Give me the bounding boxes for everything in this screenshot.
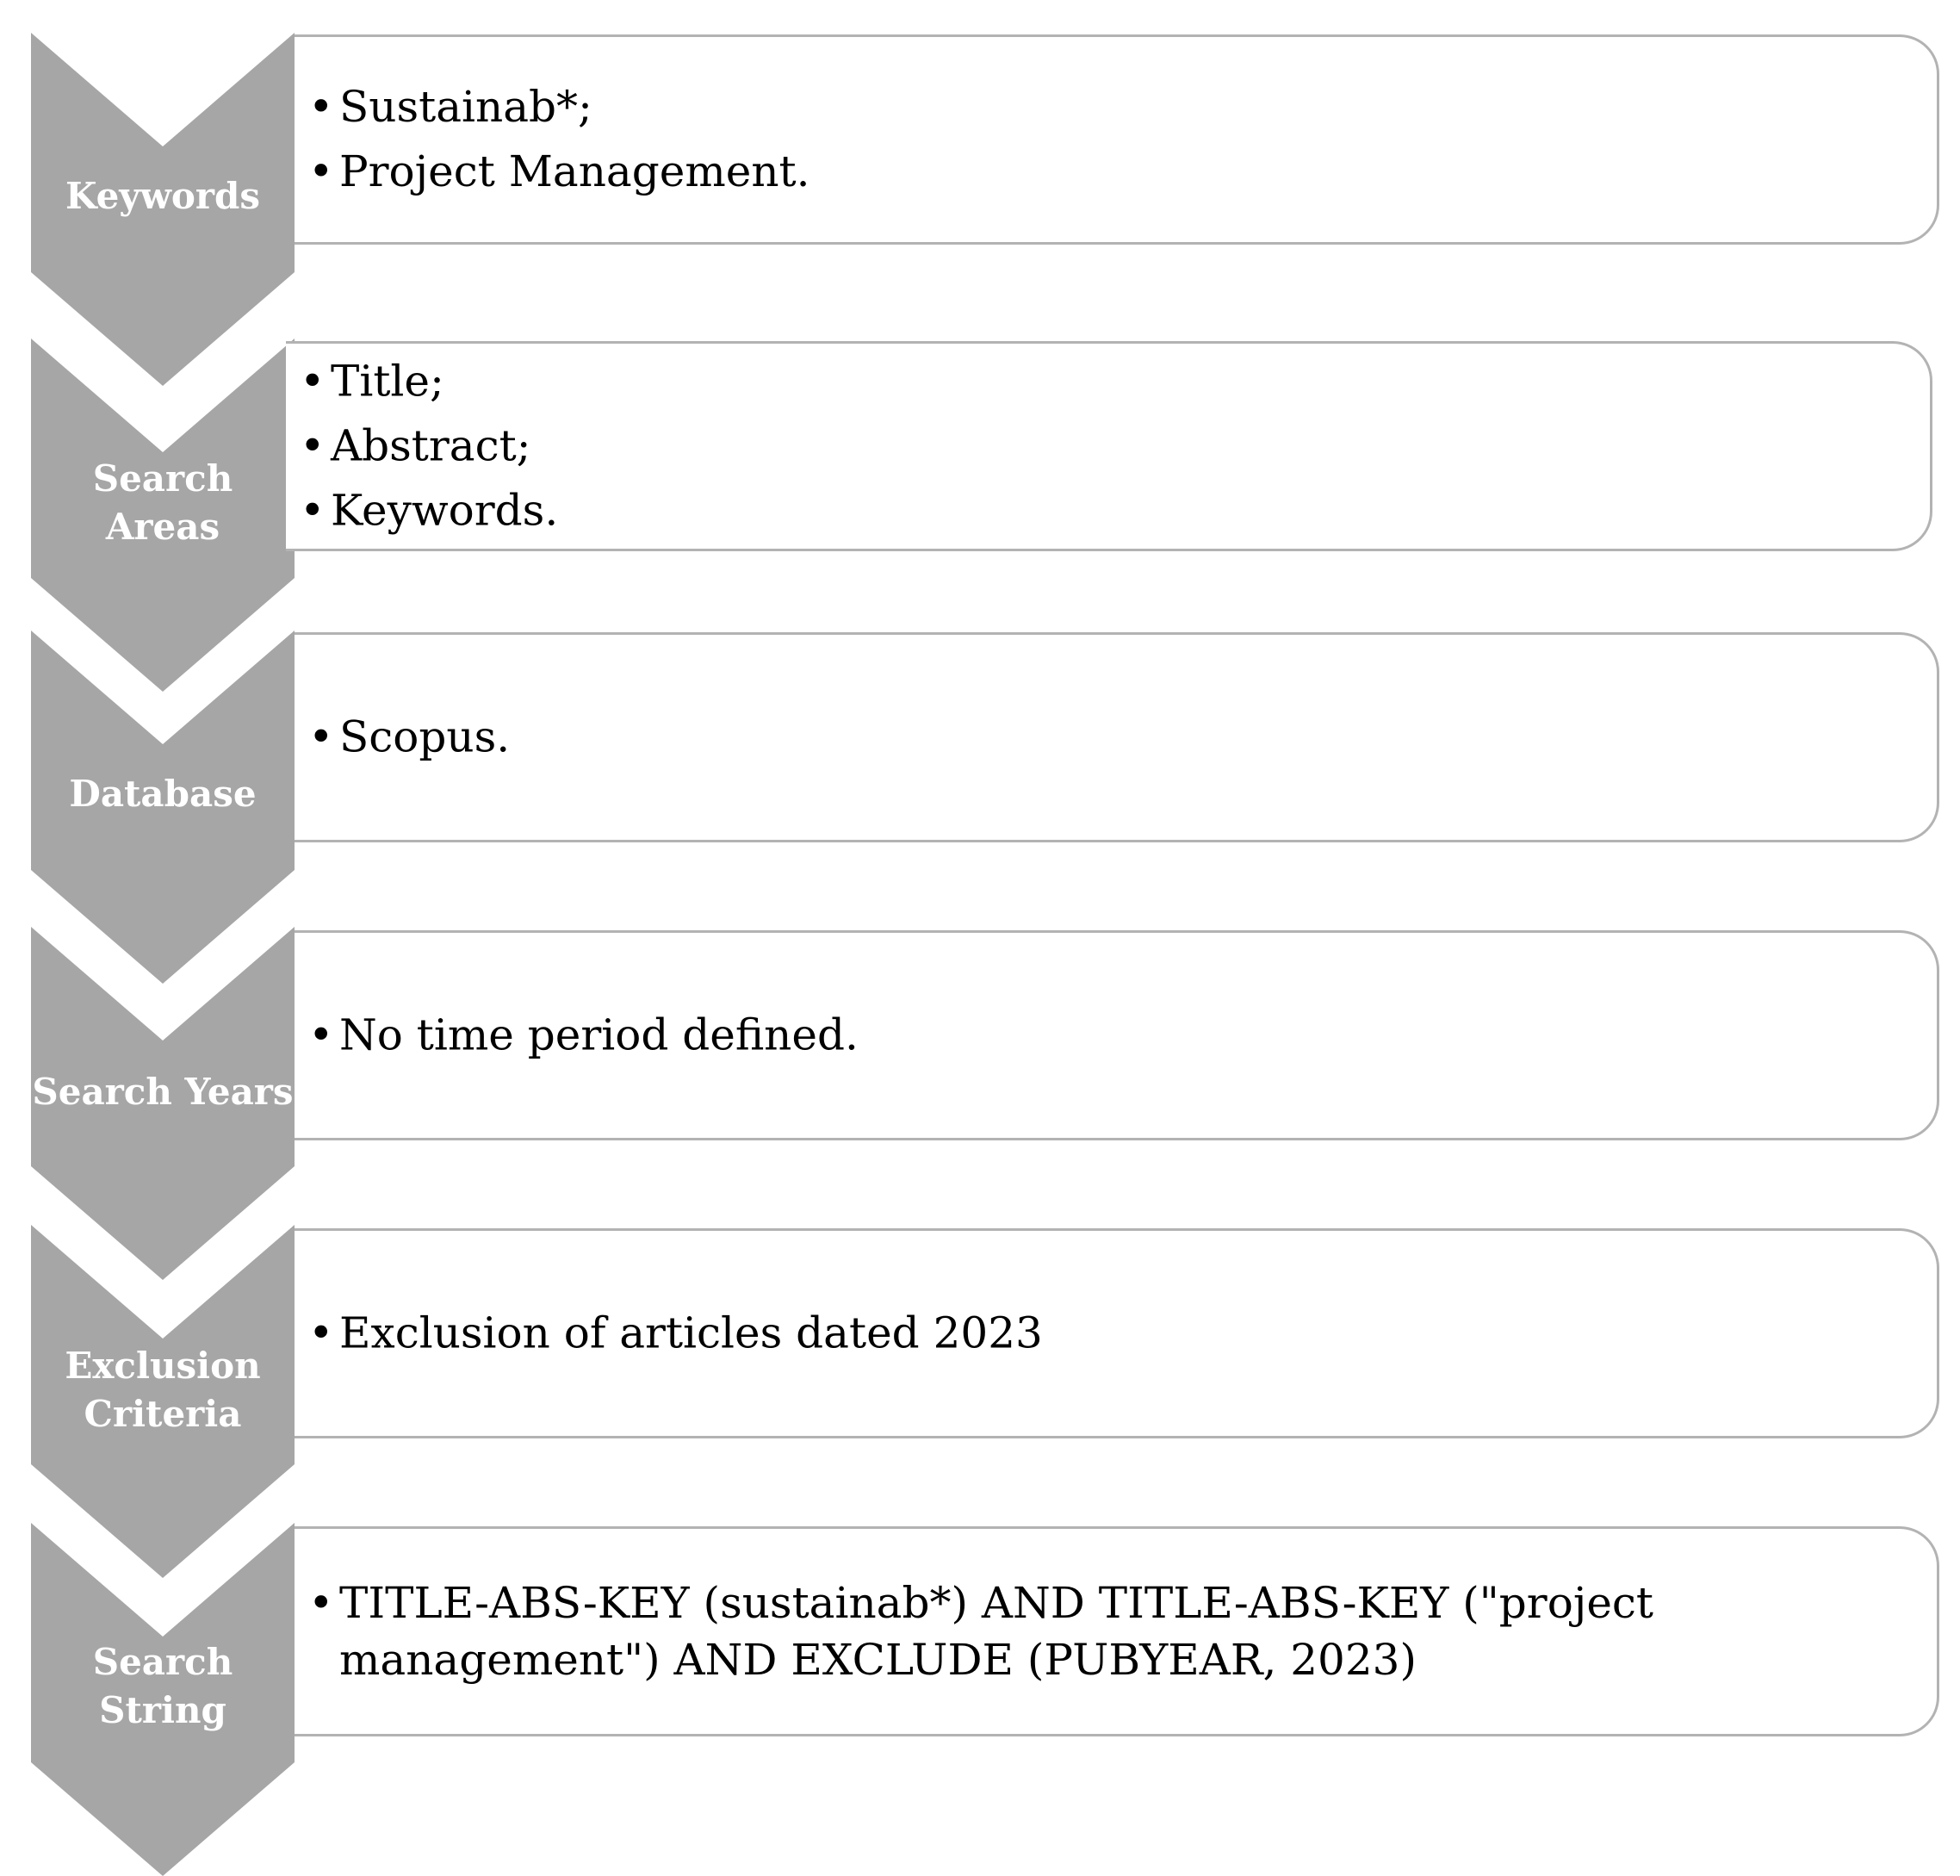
step-content-box [295, 34, 1939, 245]
bullet-icon: • [308, 146, 334, 196]
step-item-list [308, 1301, 1885, 1366]
bullet-icon: • [300, 420, 326, 471]
step-item [300, 414, 1878, 479]
step-item [308, 1003, 1885, 1068]
step-item [308, 705, 1885, 770]
bullet-icon: • [300, 356, 326, 407]
step-content-box [286, 341, 1932, 551]
step-item-list [308, 705, 1885, 770]
step-label: Exclusion Criteria [65, 1345, 261, 1435]
bullet-icon: • [300, 485, 326, 536]
step-item-text: Project Management. [339, 146, 810, 196]
step-label: Keywords [65, 175, 261, 217]
step-label: Search Areas [92, 457, 233, 548]
step-item-list [300, 350, 1878, 544]
step-item-list [308, 1003, 1885, 1068]
step-item [308, 1575, 1885, 1688]
step-content-box [295, 632, 1939, 842]
step-item [300, 479, 1878, 544]
step-label: Search String [92, 1641, 233, 1731]
step-item-text: Abstract; [331, 420, 531, 471]
step-item-text: Title; [331, 356, 444, 407]
bullet-icon: • [308, 1578, 334, 1628]
step-content-box [295, 1228, 1939, 1438]
step-item-text: Sustainab*; [339, 82, 592, 132]
step-item [308, 140, 1885, 204]
step-item-text: Scopus. [339, 711, 511, 762]
step-item-list [308, 75, 1885, 204]
step-item [308, 75, 1885, 140]
step-label: Database [69, 773, 257, 815]
bullet-icon: • [308, 1009, 334, 1060]
step-content-box [295, 1526, 1939, 1736]
step-item-text: Keywords. [331, 485, 559, 536]
step-item-list [308, 1575, 1885, 1688]
step-item [308, 1301, 1885, 1366]
step-item-text: Exclusion of articles dated 2023 [339, 1308, 1043, 1358]
bullet-icon: • [308, 711, 334, 762]
step-item-text: TITLE-ABS-KEY (sustainab*) AND TITLE-ABS-KEY ("project management") AND EXCLUDE (PUBYEAR, 2023) [339, 1578, 1654, 1685]
step-label: Search Years [32, 1071, 294, 1113]
bullet-icon: • [308, 82, 334, 132]
step-item [300, 350, 1878, 414]
step-content-box [295, 930, 1939, 1140]
bullet-icon: • [308, 1308, 334, 1358]
step-item-text: No time period defined. [339, 1009, 859, 1060]
